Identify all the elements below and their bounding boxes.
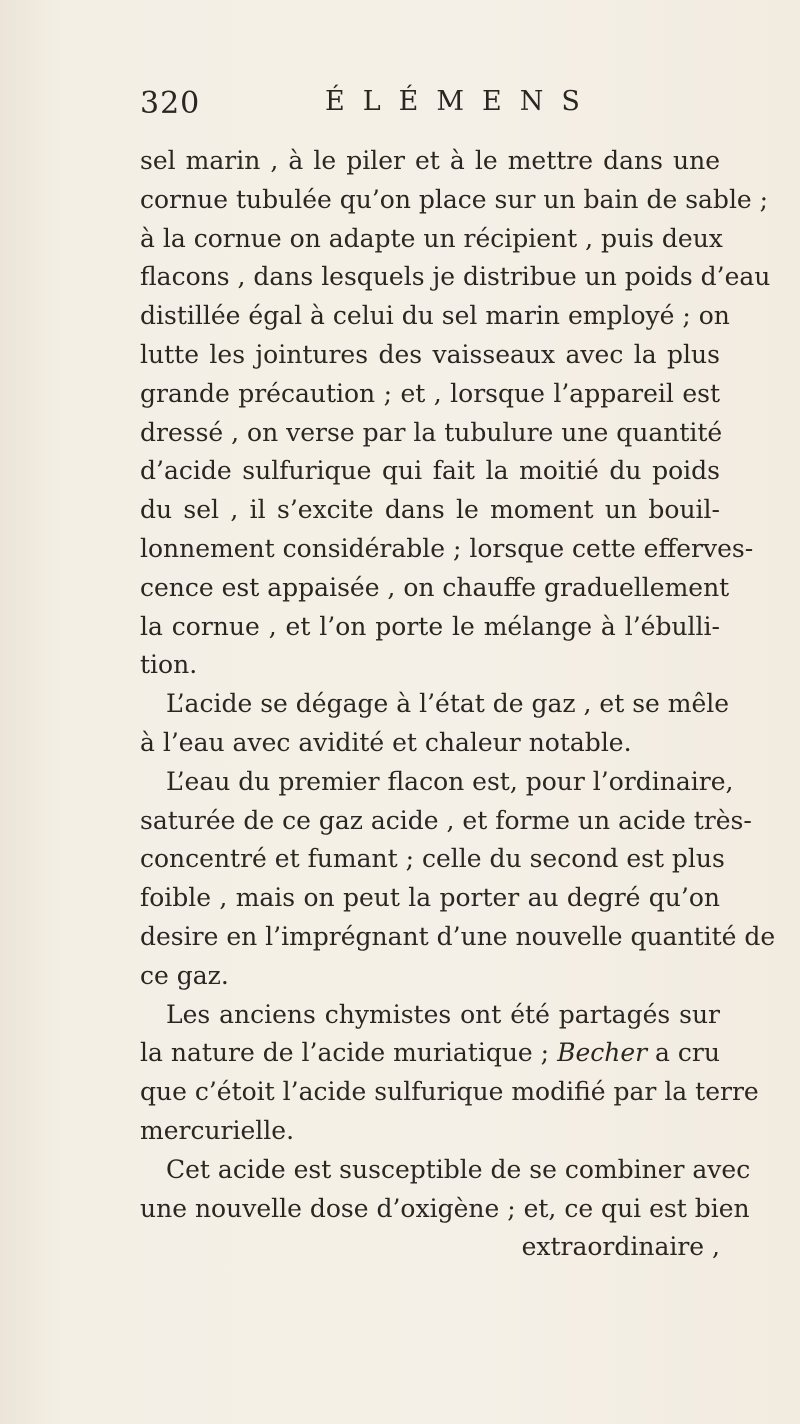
text-line: d’acide sulfurique qui fait la moitié du poids — [140, 456, 720, 486]
text-line: L’acide se dégage à l’état de gaz , et se mêle — [166, 689, 730, 719]
page-number: 320 — [140, 86, 201, 121]
text-line: cornue tubulée qu’on place sur un bain de sable ; — [140, 184, 769, 214]
page-header — [140, 86, 720, 126]
paragraph-3 — [140, 763, 776, 996]
text-line: grande précaution ; et , lorsque l’appareil est — [140, 378, 720, 408]
text-line: à la cornue on adapte un récipient , puis deux — [140, 223, 723, 253]
text-line: la cornue , et l’on porte le mélange à l’ébulli- — [140, 611, 720, 641]
text-line: concentré et fumant ; celle du second est plus — [140, 844, 725, 874]
text-line: à l’eau avec avidité et chaleur notable. — [140, 727, 632, 757]
paragraph-4 — [140, 996, 759, 1151]
text-line: cence est appaisée , on chauffe graduellement — [140, 572, 730, 602]
text-line: lonnement considérable ; lorsque cette efferves- — [140, 533, 754, 563]
text-line: du sel , il s’excite dans le moment un bouil- — [140, 495, 720, 525]
text-line: distillée égal à celui du sel marin employé ; on — [140, 301, 730, 331]
text-line: Cet acide est susceptible de se combiner avec — [166, 1154, 751, 1184]
body-text — [140, 142, 776, 1267]
paragraph-1 — [140, 142, 771, 685]
text-line: saturée de ce gaz acide , et forme un acide très- — [140, 805, 752, 835]
text-line: L’eau du premier flacon est, pour l’ordinaire, — [166, 766, 734, 796]
text-line — [140, 1034, 720, 1073]
text-line: Les anciens chymistes ont été partagés sur — [166, 999, 720, 1029]
paragraph-5 — [140, 1151, 751, 1267]
text-line: ce gaz. — [140, 960, 229, 990]
text-line: mercurielle. — [140, 1115, 295, 1145]
text-line: que c’étoit l’acide sulfurique modifié par la terre — [140, 1077, 759, 1107]
text-line: tion. — [140, 650, 198, 680]
text-line: desire en l’imprégnant d’une nouvelle quantité de — [140, 921, 776, 951]
text-line: dressé , on verse par la tubulure une quantité — [140, 417, 723, 447]
paragraph-2 — [140, 685, 730, 763]
running-head: ÉLÉMENS — [325, 86, 598, 117]
author-name-italic: Becher — [557, 1038, 648, 1068]
text-line: lutte les jointures des vaisseaux avec la plus — [140, 339, 720, 369]
text-line: une nouvelle dose d’oxigène ; et, ce qui est bien — [140, 1193, 750, 1223]
text-span: la nature de l’acide muriatique ; — [140, 1038, 558, 1068]
text-line: flacons , dans lesquels je distribue un poids d’eau — [140, 262, 771, 292]
text-span: a cru — [647, 1038, 720, 1068]
catchword: extraordinaire , — [521, 1232, 720, 1262]
text-line: foible , mais on peut la porter au degré qu’on — [140, 883, 720, 913]
text-line: sel marin , à le piler et à le mettre dans une — [140, 146, 720, 175]
